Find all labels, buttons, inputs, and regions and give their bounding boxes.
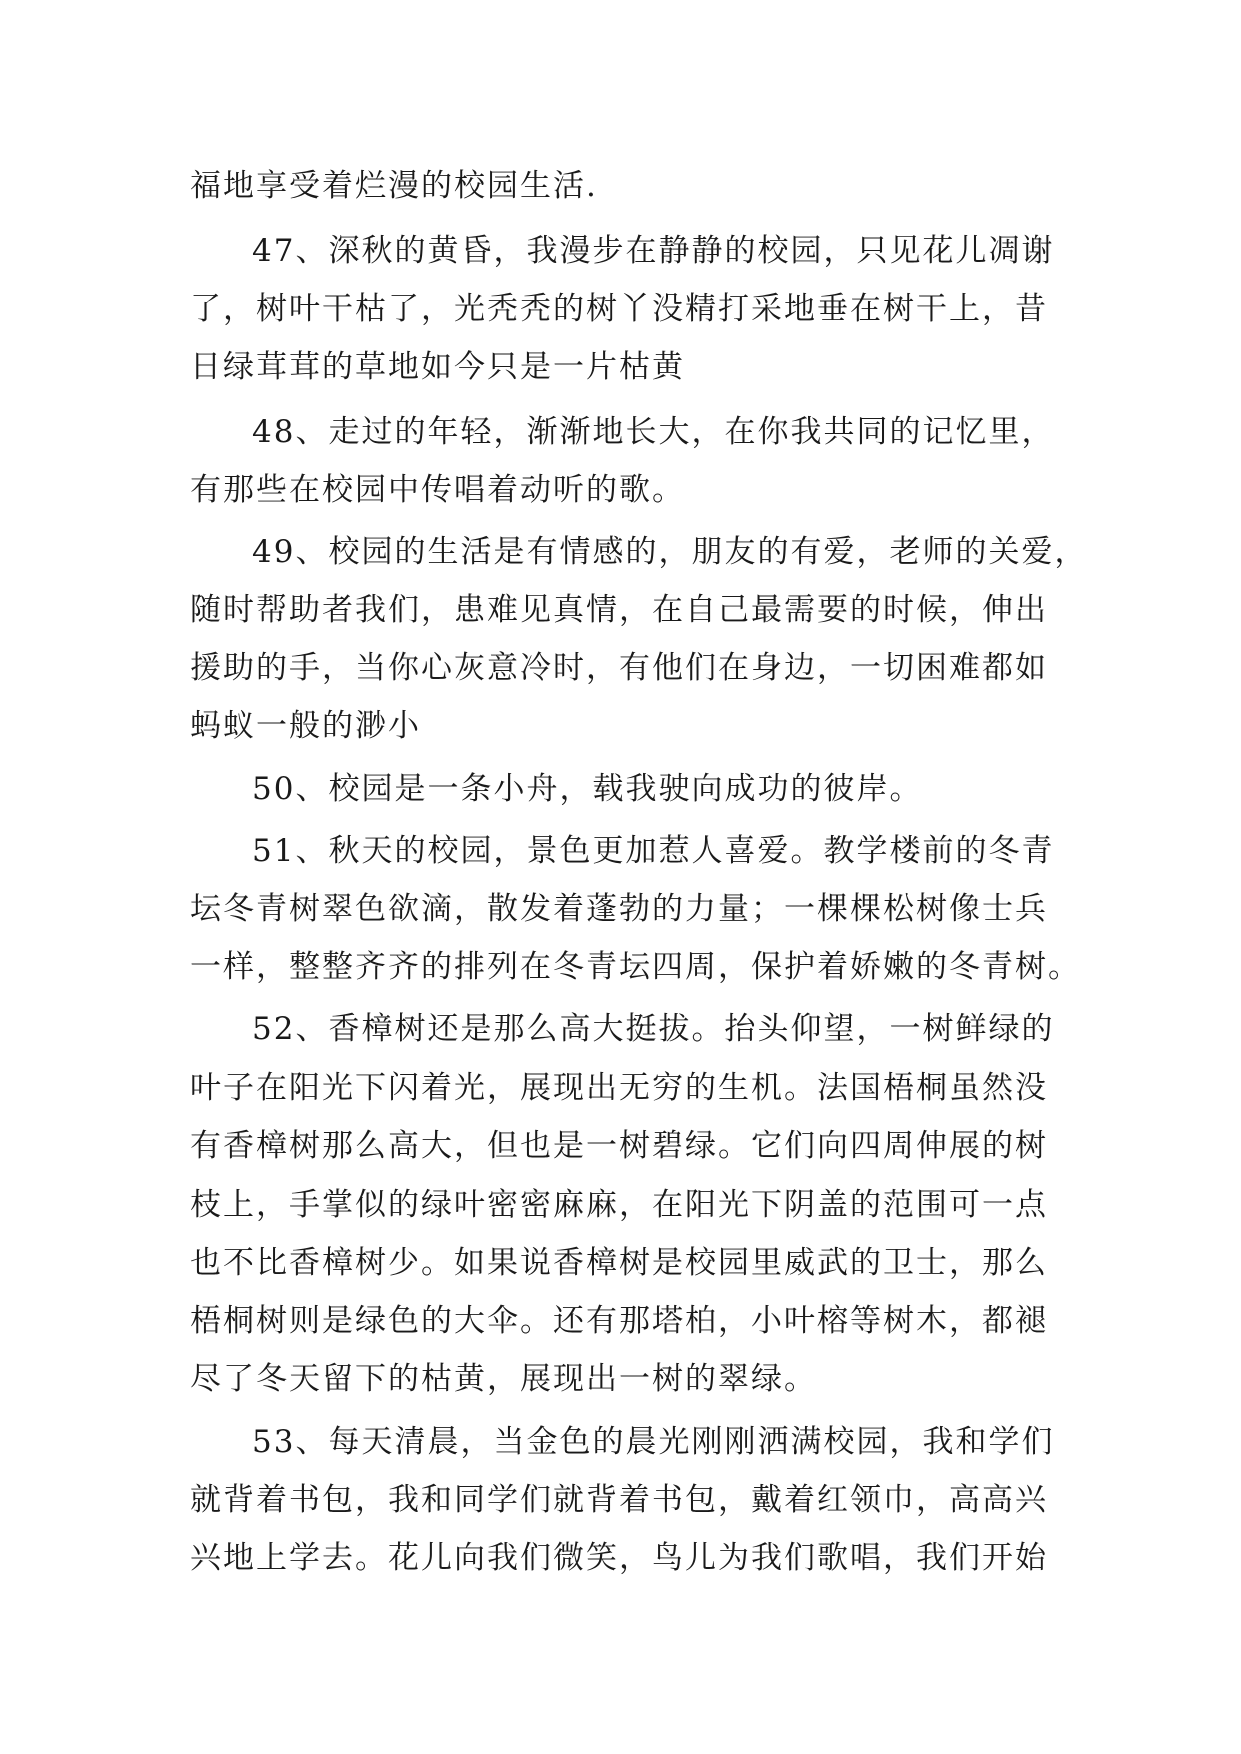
- text-line: 坛冬青树翠色欲滴，散发着蓬勃的力量；一棵棵松树像士兵: [190, 891, 1048, 927]
- text-line: 50、校园是一条小舟，载我驶向成功的彼岸。: [252, 771, 923, 807]
- text-line: 48、走过的年轻，渐渐地长大，在你我共同的记忆里，: [252, 414, 1055, 450]
- text-line: 了，树叶干枯了，光秃秃的树丫没精打采地垂在树干上，昔: [190, 291, 1048, 327]
- text-line: 47、深秋的黄昏，我漫步在静静的校园，只见花儿凋谢: [252, 233, 1055, 269]
- text-line: 也不比香樟树少。如果说香樟树是校园里威武的卫士，那么: [190, 1245, 1048, 1281]
- text-line: 53、每天清晨，当金色的晨光刚刚洒满校园，我和学们: [252, 1424, 1055, 1460]
- text-line: 福地享受着烂漫的校园生活.: [190, 168, 598, 204]
- text-line: 51、秋天的校园，景色更加惹人喜爱。教学楼前的冬青: [252, 833, 1055, 869]
- text-line: 有香樟树那么高大，但也是一树碧绿。它们向四周伸展的树: [190, 1128, 1048, 1164]
- text-line: 兴地上学去。花儿向我们微笑，鸟儿为我们歌唱，我们开始: [190, 1540, 1048, 1576]
- text-line: 尽了冬天留下的枯黄，展现出一树的翠绿。: [190, 1361, 817, 1397]
- text-line: 日绿茸茸的草地如今只是一片枯黄: [190, 349, 685, 385]
- text-line: 49、校园的生活是有情感的，朋友的有爱，老师的关爱，: [252, 534, 1088, 570]
- text-line: 有那些在校园中传唱着动听的歌。: [190, 472, 685, 508]
- text-line: 枝上，手掌似的绿叶密密麻麻，在阳光下阴盖的范围可一点: [190, 1187, 1048, 1223]
- text-line: 蚂蚁一般的渺小: [190, 708, 421, 744]
- text-line: 叶子在阳光下闪着光，展现出无穷的生机。法国梧桐虽然没: [190, 1070, 1048, 1106]
- text-line: 援助的手，当你心灰意冷时，有他们在身边，一切困难都如: [190, 650, 1048, 686]
- text-line: 一样，整整齐齐的排列在冬青坛四周，保护着娇嫩的冬青树。: [190, 949, 1081, 985]
- text-line: 随时帮助者我们，患难见真情，在自己最需要的时候，伸出: [190, 592, 1048, 628]
- text-line: 就背着书包，我和同学们就背着书包，戴着红领巾，高高兴: [190, 1482, 1048, 1518]
- text-line: 52、香樟树还是那么高大挺拔。抬头仰望，一树鲜绿的: [252, 1011, 1055, 1047]
- text-line: 梧桐树则是绿色的大伞。还有那塔柏，小叶榕等树木，都褪: [190, 1303, 1048, 1339]
